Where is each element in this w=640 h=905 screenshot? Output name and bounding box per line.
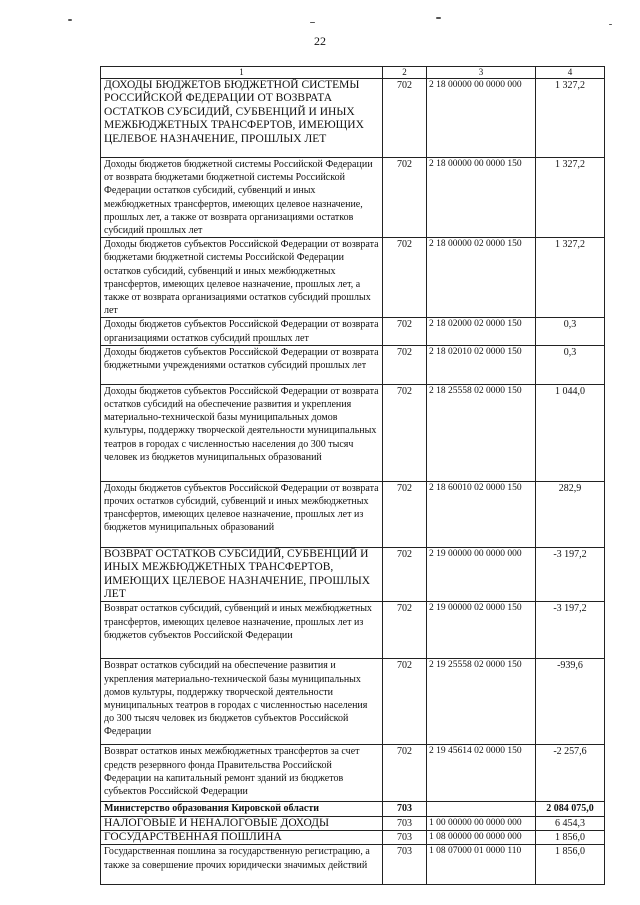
row-admin-code-cell: 702 <box>383 659 427 745</box>
row-budget-code-cell: 2 19 00000 02 0000 150 <box>427 602 536 659</box>
row-name-cell: ГОСУДАРСТВЕННАЯ ПОШЛИНА <box>101 831 383 845</box>
row-budget-code-cell: 2 18 00000 02 0000 150 <box>427 238 536 318</box>
row-budget-code-cell: 2 18 60010 02 0000 150 <box>427 481 536 547</box>
row-admin-code-cell: 703 <box>383 845 427 885</box>
row-amount-cell: 282,9 <box>536 481 605 547</box>
page-number: 22 <box>314 34 326 48</box>
table-row <box>101 745 605 802</box>
scan-speck <box>436 17 441 19</box>
row-budget-code-cell: 2 18 00000 00 0000 150 <box>427 158 536 238</box>
table-row <box>101 602 605 659</box>
table-row <box>101 547 605 602</box>
row-name-cell: ДОХОДЫ БЮДЖЕТОВ БЮДЖЕТНОЙ СИСТЕМЫ РОССИЙСКОЙ ФЕДЕРАЦИИ ОТ ВОЗВРАТА ОСТАТКОВ СУБСИДИЙ, СУБВЕНЦИЙ И ИНЫХ МЕЖБЮДЖЕТНЫХ ТРАНСФЕРТОВ, ИМЕЮЩИХ ЦЕЛЕВОЕ НАЗНАЧЕНИЕ, ПРОШЛЫХ ЛЕТ <box>101 79 383 158</box>
row-amount-cell: -939,6 <box>536 659 605 745</box>
table-row <box>101 845 605 885</box>
row-amount-cell: -2 257,6 <box>536 745 605 802</box>
row-amount-cell: 0,3 <box>536 345 605 384</box>
row-amount-cell: -3 197,2 <box>536 547 605 602</box>
row-budget-code-cell: 2 18 25558 02 0000 150 <box>427 384 536 481</box>
row-admin-code-cell: 702 <box>383 602 427 659</box>
row-name-cell: Доходы бюджетов субъектов Российской Федерации от возврата бюджетными учреждениями остатков субсидий прошлых лет <box>101 345 383 384</box>
row-budget-code-cell: 2 19 00000 00 0000 000 <box>427 547 536 602</box>
row-name-cell: Возврат остатков субсидий, субвенций и иных межбюджетных трансфертов, имеющих целевое назначение, прошлых лет из бюджетов субъектов Российской Федерации <box>101 602 383 659</box>
row-budget-code-cell: 2 18 02000 02 0000 150 <box>427 318 536 345</box>
row-budget-code-cell: 2 19 45614 02 0000 150 <box>427 745 536 802</box>
row-admin-code-cell: 702 <box>383 79 427 158</box>
scan-speck <box>609 24 612 25</box>
row-amount-cell: 1 327,2 <box>536 158 605 238</box>
table-row <box>101 384 605 481</box>
header-cell: 2 <box>383 67 427 79</box>
row-amount-cell: 1 856,0 <box>536 845 605 885</box>
row-amount-cell: 1 856,0 <box>536 831 605 845</box>
table-row <box>101 816 605 830</box>
row-name-cell: Доходы бюджетов субъектов Российской Федерации от возврата бюджетами бюджетной системы Российской Федерации остатков субсидий, субвенций и иных межбюджетных трансфертов, имеющих целевое назначение, прошлых лет, а также от возврата организациями остатков субсидий прошлых лет <box>101 238 383 318</box>
row-name-cell: Доходы бюджетов субъектов Российской Федерации от возврата остатков субсидий на обеспечение развития и укрепления материально-технической базы муниципальных домов культуры, поддержку творческой деятельности муниципальных театров в городах с численностью населения до 300 тысяч человек из бюджетов муниципальных образований <box>101 384 383 481</box>
row-name-cell: Доходы бюджетов субъектов Российской Федерации от возврата организациями остатков субсидий прошлых лет <box>101 318 383 345</box>
row-budget-code-cell: 1 08 00000 00 0000 000 <box>427 831 536 845</box>
row-name-cell: Министерство образования Кировской области <box>101 802 383 816</box>
row-amount-cell: 1 327,2 <box>536 79 605 158</box>
row-name-cell: Возврат остатков иных межбюджетных трансфертов за счет средств резервного фонда Правительства Российской Федерации на капитальный ремонт зданий из бюджетов субъектов Российской Федерации <box>101 745 383 802</box>
row-admin-code-cell: 702 <box>383 547 427 602</box>
row-admin-code-cell: 702 <box>383 345 427 384</box>
row-name-cell: ВОЗВРАТ ОСТАТКОВ СУБСИДИЙ, СУБВЕНЦИЙ И ИНЫХ МЕЖБЮДЖЕТНЫХ ТРАНСФЕРТОВ, ИМЕЮЩИХ ЦЕЛЕВОЕ НАЗНАЧЕНИЕ, ПРОШЛЫХ ЛЕТ <box>101 547 383 602</box>
row-admin-code-cell: 703 <box>383 816 427 830</box>
row-name-cell: НАЛОГОВЫЕ И НЕНАЛОГОВЫЕ ДОХОДЫ <box>101 816 383 830</box>
row-amount-cell: -3 197,2 <box>536 602 605 659</box>
row-amount-cell: 0,3 <box>536 318 605 345</box>
table-row <box>101 659 605 745</box>
row-admin-code-cell: 703 <box>383 802 427 816</box>
row-admin-code-cell: 702 <box>383 158 427 238</box>
table-row <box>101 831 605 845</box>
table-row <box>101 158 605 238</box>
row-budget-code-cell: 2 18 02010 02 0000 150 <box>427 345 536 384</box>
row-budget-code-cell: 2 18 00000 00 0000 000 <box>427 79 536 158</box>
row-budget-code-cell: 2 19 25558 02 0000 150 <box>427 659 536 745</box>
row-admin-code-cell: 702 <box>383 481 427 547</box>
row-admin-code-cell: 702 <box>383 318 427 345</box>
row-admin-code-cell: 703 <box>383 831 427 845</box>
row-admin-code-cell: 702 <box>383 745 427 802</box>
row-name-cell: Государственная пошлина за государственную регистрацию, а также за совершение прочих юридически значимых действий <box>101 845 383 885</box>
scan-speck <box>310 22 315 23</box>
header-cell: 1 <box>101 67 383 79</box>
row-amount-cell: 6 454,3 <box>536 816 605 830</box>
table-row <box>101 481 605 547</box>
budget-revenue-table <box>100 66 605 885</box>
row-name-cell: Возврат остатков субсидий на обеспечение развития и укрепления материально-технической базы муниципальных домов культуры, поддержку творческой деятельности муниципальных театров в городах с численностью населения до 300 тысяч человек из бюджетов субъектов Российской Федерации <box>101 659 383 745</box>
table-row <box>101 345 605 384</box>
row-budget-code-cell: 1 08 07000 01 0000 110 <box>427 845 536 885</box>
scan-speck <box>68 19 72 21</box>
table-row <box>101 238 605 318</box>
table-header-row <box>101 67 605 79</box>
header-cell: 4 <box>536 67 605 79</box>
row-name-cell: Доходы бюджетов субъектов Российской Федерации от возврата прочих остатков субсидий, субвенций и иных межбюджетных трансфертов, имеющих целевое назначение, прошлых лет из бюджетов муниципальных образований <box>101 481 383 547</box>
table-body <box>101 67 605 885</box>
row-name-cell: Доходы бюджетов бюджетной системы Российской Федерации от возврата бюджетами бюджетной системы Российской Федерации остатков субсидий, субвенций и иных межбюджетных трансфертов, имеющих целевое назначение, прошлых лет, а также от возврата организациями остатков субсидий прошлых лет <box>101 158 383 238</box>
row-amount-cell: 1 044,0 <box>536 384 605 481</box>
row-amount-cell: 1 327,2 <box>536 238 605 318</box>
table-row <box>101 79 605 158</box>
row-amount-cell: 2 084 075,0 <box>536 802 605 816</box>
row-admin-code-cell: 702 <box>383 384 427 481</box>
header-cell: 3 <box>427 67 536 79</box>
table-row <box>101 802 605 816</box>
row-budget-code-cell: 1 00 00000 00 0000 000 <box>427 816 536 830</box>
row-budget-code-cell <box>427 802 536 816</box>
table-row <box>101 318 605 345</box>
row-admin-code-cell: 702 <box>383 238 427 318</box>
